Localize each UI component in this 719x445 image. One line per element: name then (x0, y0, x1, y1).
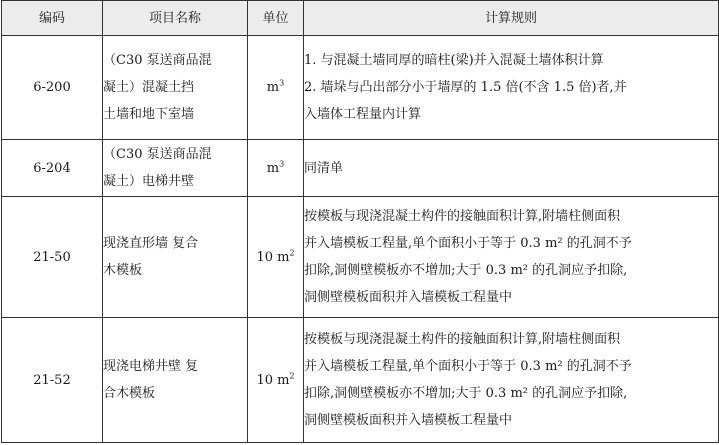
rule-line: 1. 与混凝土墙同厚的暗柱(梁)并入混凝土墙体积计算 (304, 53, 604, 68)
unit-base: 10 m (256, 249, 290, 265)
unit-cell (248, 318, 304, 443)
header-name: 项目名称 (103, 1, 248, 36)
unit-exponent: 2 (289, 371, 295, 381)
code-cell: 6-204 (2, 140, 103, 197)
rule-line: 入墙体工程量内计算 (304, 107, 422, 122)
rule-line: 扣除,洞侧壁模板亦不增加;大于 0.3 m² 的孔洞应予扣除, (304, 263, 628, 278)
rule-cell (304, 197, 719, 318)
name-cell (103, 140, 248, 197)
rule-cell (304, 36, 719, 140)
name-line: 凝土）混凝土挡 (103, 80, 195, 95)
unit-base: m (266, 80, 280, 95)
rule-line: 扣除,洞侧壁模板亦不增加;大于 0.3 m² 的孔洞应予扣除, (304, 386, 628, 401)
rule-line: 并入墙模板工程量,单个面积小于等于 0.3 m² 的孔洞不予 (304, 359, 632, 374)
name-cell (103, 36, 248, 140)
table-row (2, 197, 719, 318)
name-line: 凝土）电梯井壁 (103, 174, 195, 189)
name-line: 现浇电梯井壁 复 (103, 359, 199, 374)
unit-exponent: 3 (279, 78, 285, 88)
header-unit: 单位 (248, 1, 304, 36)
header-row (2, 1, 719, 36)
rule-cell (304, 140, 719, 197)
unit-exponent: 2 (289, 248, 295, 258)
table-row (2, 318, 719, 443)
quota-rules-table (1, 0, 719, 443)
code-cell: 21-52 (2, 318, 103, 443)
unit-base: m (266, 160, 280, 176)
rule-line: 洞侧壁模板面积并入墙模板工程量中 (304, 413, 513, 428)
name-line: 合木模板 (103, 386, 156, 401)
code-cell: 21-50 (2, 197, 103, 318)
name-line: 土墙和地下室墙 (103, 107, 195, 122)
unit-exponent: 3 (279, 159, 285, 169)
rule-line: 2. 墙垛与凸出部分小于墙厚的 1.5 倍(不含 1.5 倍)者,并 (304, 80, 627, 95)
code-cell: 6-200 (2, 36, 103, 140)
rule-line: 同清单 (304, 160, 344, 176)
rule-line: 并入墙模板工程量,单个面积小于等于 0.3 m² 的孔洞不予 (304, 236, 632, 251)
header-code: 编码 (2, 1, 103, 36)
name-line: （C30 泵送商品混 (103, 53, 212, 68)
name-line: 木模板 (103, 263, 143, 278)
unit-cell (248, 36, 304, 140)
unit-cell (248, 140, 304, 197)
unit-base: 10 m (256, 372, 290, 388)
table-row (2, 140, 719, 197)
unit-cell (248, 197, 304, 318)
table-row (2, 36, 719, 140)
rule-cell (304, 318, 719, 443)
name-cell (103, 197, 248, 318)
name-line: 现浇直形墙 复合 (103, 236, 199, 251)
header-rule: 计算规则 (304, 1, 719, 36)
rule-line: 按模板与现浇混凝土构件的接触面积计算,附墙柱侧面积 (304, 209, 621, 224)
name-line: （C30 泵送商品混 (103, 147, 212, 162)
rule-line: 洞侧壁模板面积并入墙模板工程量中 (304, 290, 513, 305)
name-cell (103, 318, 248, 443)
rule-line: 按模板与现浇混凝土构件的接触面积计算,附墙柱侧面积 (304, 332, 621, 347)
